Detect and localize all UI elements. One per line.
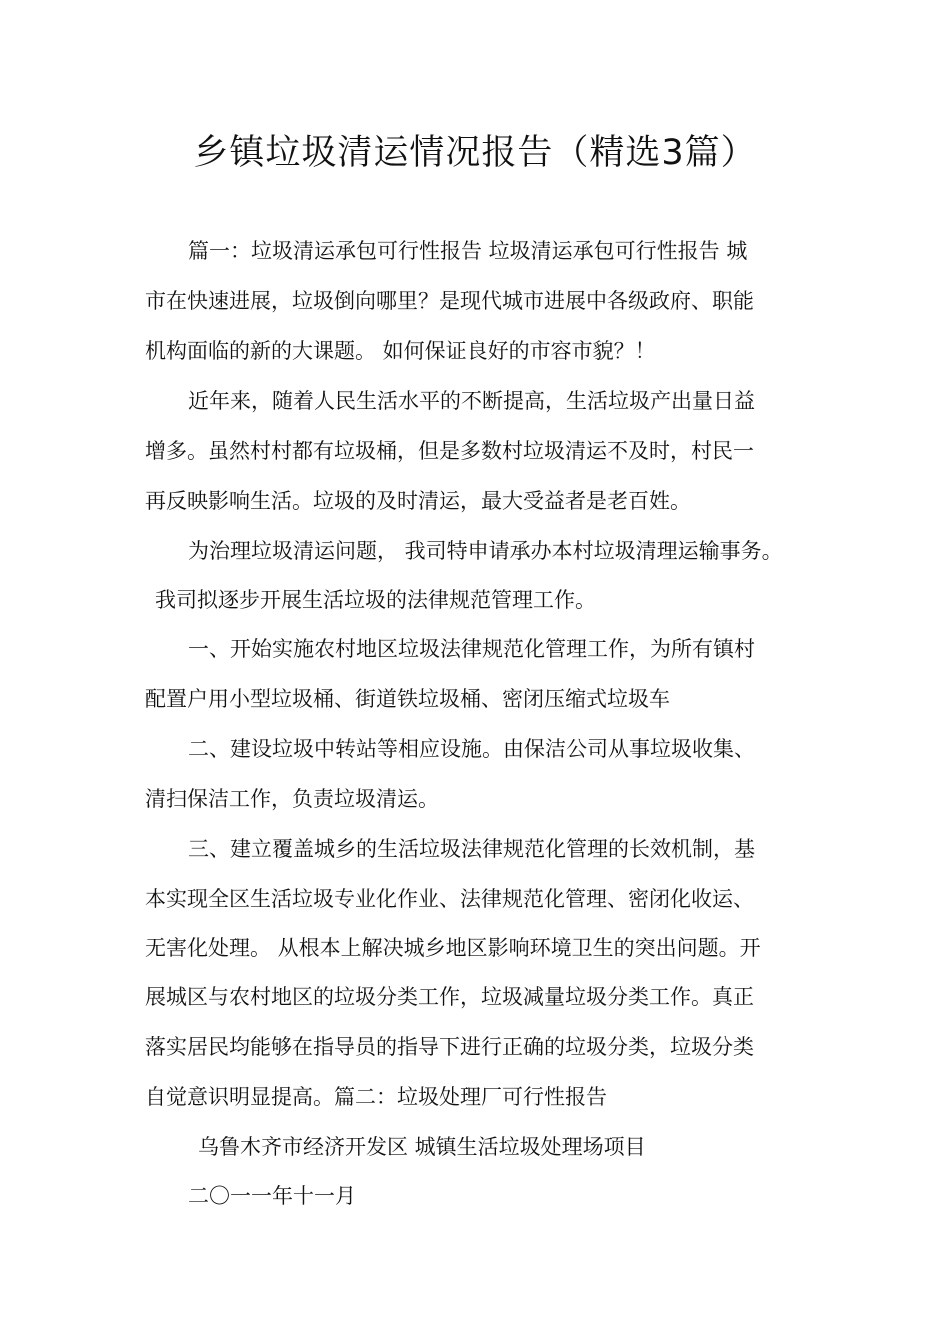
text-line: 近年来，随着人民生活水平的不断提高，生活垃圾产出量日益 — [188, 389, 755, 413]
text-line: 配置户用小型垃圾桶、街道铁垃圾桶、密闭压缩式垃圾车 — [145, 687, 670, 711]
text-line: 二〇一一年十一月 — [188, 1184, 356, 1208]
text-line: 增多。虽然村村都有垃圾桶，但是多数村垃圾清运不及时，村民一 — [145, 439, 754, 463]
text-line: 我司拟逐步开展生活垃圾的法律规范管理工作。 — [155, 588, 596, 612]
text-line: 清扫保洁工作，负责垃圾清运。 — [145, 787, 439, 811]
text-line: 展城区与农村地区的垃圾分类工作，垃圾减量垃圾分类工作。真正 — [145, 985, 754, 1009]
text-line: 本实现全区生活垃圾专业化作业、法律规范化管理、密闭化收运、 — [145, 887, 754, 911]
text-line: 市在快速进展，垃圾倒向哪里？是现代城市进展中各级政府、职能 — [145, 289, 754, 313]
text-line: 再反映影响生活。垃圾的及时清运，最大受益者是老百姓。 — [145, 489, 691, 513]
text-line: 无害化处理。 从根本上解决城乡地区影响环境卫生的突出问题。开 — [145, 936, 761, 960]
text-line: 落实居民均能够在指导员的指导下进行正确的垃圾分类，垃圾分类 — [145, 1035, 754, 1059]
text-line: 一、开始实施农村地区垃圾法律规范化管理工作，为所有镇村 — [188, 637, 755, 661]
text-line: 二、建设垃圾中转站等相应设施。由保洁公司从事垃圾收集、 — [188, 737, 755, 761]
text-line: 篇一：垃圾清运承包可行性报告 垃圾清运承包可行性报告 城 — [188, 239, 748, 263]
text-line: 为治理垃圾清运问题， 我司特申请承办本村垃圾清理运输事务。 — [188, 539, 783, 563]
document-title: 乡镇垃圾清运情况报告（精选3篇） — [193, 133, 757, 173]
text-line: 机构面临的新的大课题。 如何保证良好的市容市貌？！ — [145, 339, 656, 363]
text-line: 乌鲁木齐市经济开发区 城镇生活垃圾处理场项目 — [198, 1135, 646, 1159]
text-line: 三、建立覆盖城乡的生活垃圾法律规范化管理的长效机制，基 — [188, 837, 755, 861]
text-line: 自觉意识明显提高。篇二：垃圾处理厂可行性报告 — [145, 1085, 607, 1109]
